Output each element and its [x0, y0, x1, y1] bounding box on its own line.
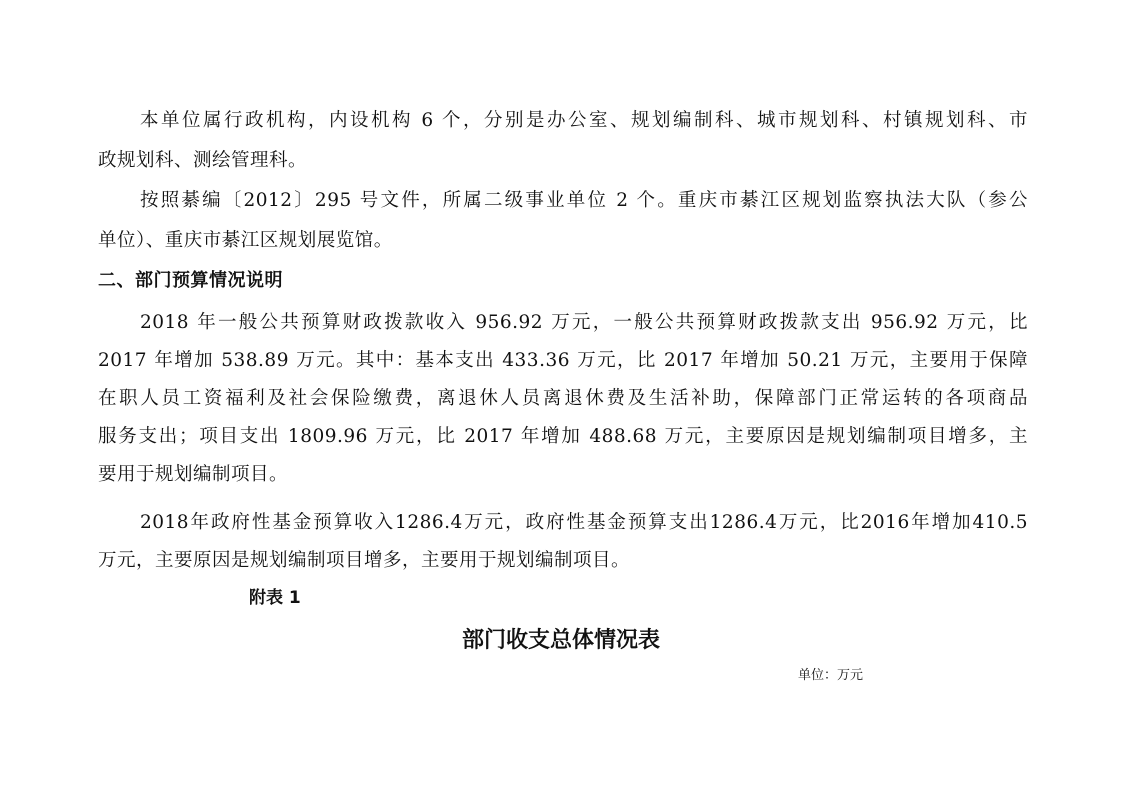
paragraph-general-budget-line-1: 2018 年一般公共预算财政拨款收入 956.92 万元，一般公共预算财政拨款支出 956.92 万元，比	[140, 312, 1028, 333]
section-heading: 二、部门预算情况说明	[98, 270, 283, 291]
table-title: 部门收支总体情况表	[461, 627, 660, 653]
paragraph-org-line-1: 本单位属行政机构，内设机构 6 个，分别是办公室、规划编制科、城市规划科、村镇规划科、市	[140, 110, 1028, 131]
appendix-label: 附表 1	[249, 588, 301, 608]
paragraph-fund-budget-line-2: 万元，主要原因是规划编制项目增多，主要用于规划编制项目。	[98, 550, 631, 571]
paragraph-general-budget-line-3: 在职人员工资福利及社会保险缴费，离退休人员离退休费及生活补助，保障部门正常运转的各项商品	[98, 388, 1028, 409]
paragraph-subunits-line-1: 按照綦编〔2012〕295 号文件，所属二级事业单位 2 个。重庆市綦江区规划监察执法大队（参公	[140, 190, 1028, 211]
unit-label: 单位：万元	[798, 668, 864, 683]
paragraph-general-budget-line-5: 要用于规划编制项目。	[98, 464, 289, 485]
paragraph-general-budget-line-4: 服务支出；项目支出 1809.96 万元，比 2017 年增加 488.68 万元，主要原因是规划编制项目增多，主	[98, 426, 1028, 447]
paragraph-subunits-line-2: 单位）、重庆市綦江区规划展览馆。	[98, 230, 393, 251]
paragraph-general-budget-line-2: 2017 年增加 538.89 万元。其中：基本支出 433.36 万元，比 2017 年增加 50.21 万元，主要用于保障	[98, 350, 1028, 371]
paragraph-fund-budget-line-1: 2018年政府性基金预算收入1286.4万元，政府性基金预算支出1286.4万元，比2016年增加410.5	[140, 512, 1028, 533]
paragraph-org-line-2: 政规划科、测绘管理科。	[98, 150, 308, 171]
